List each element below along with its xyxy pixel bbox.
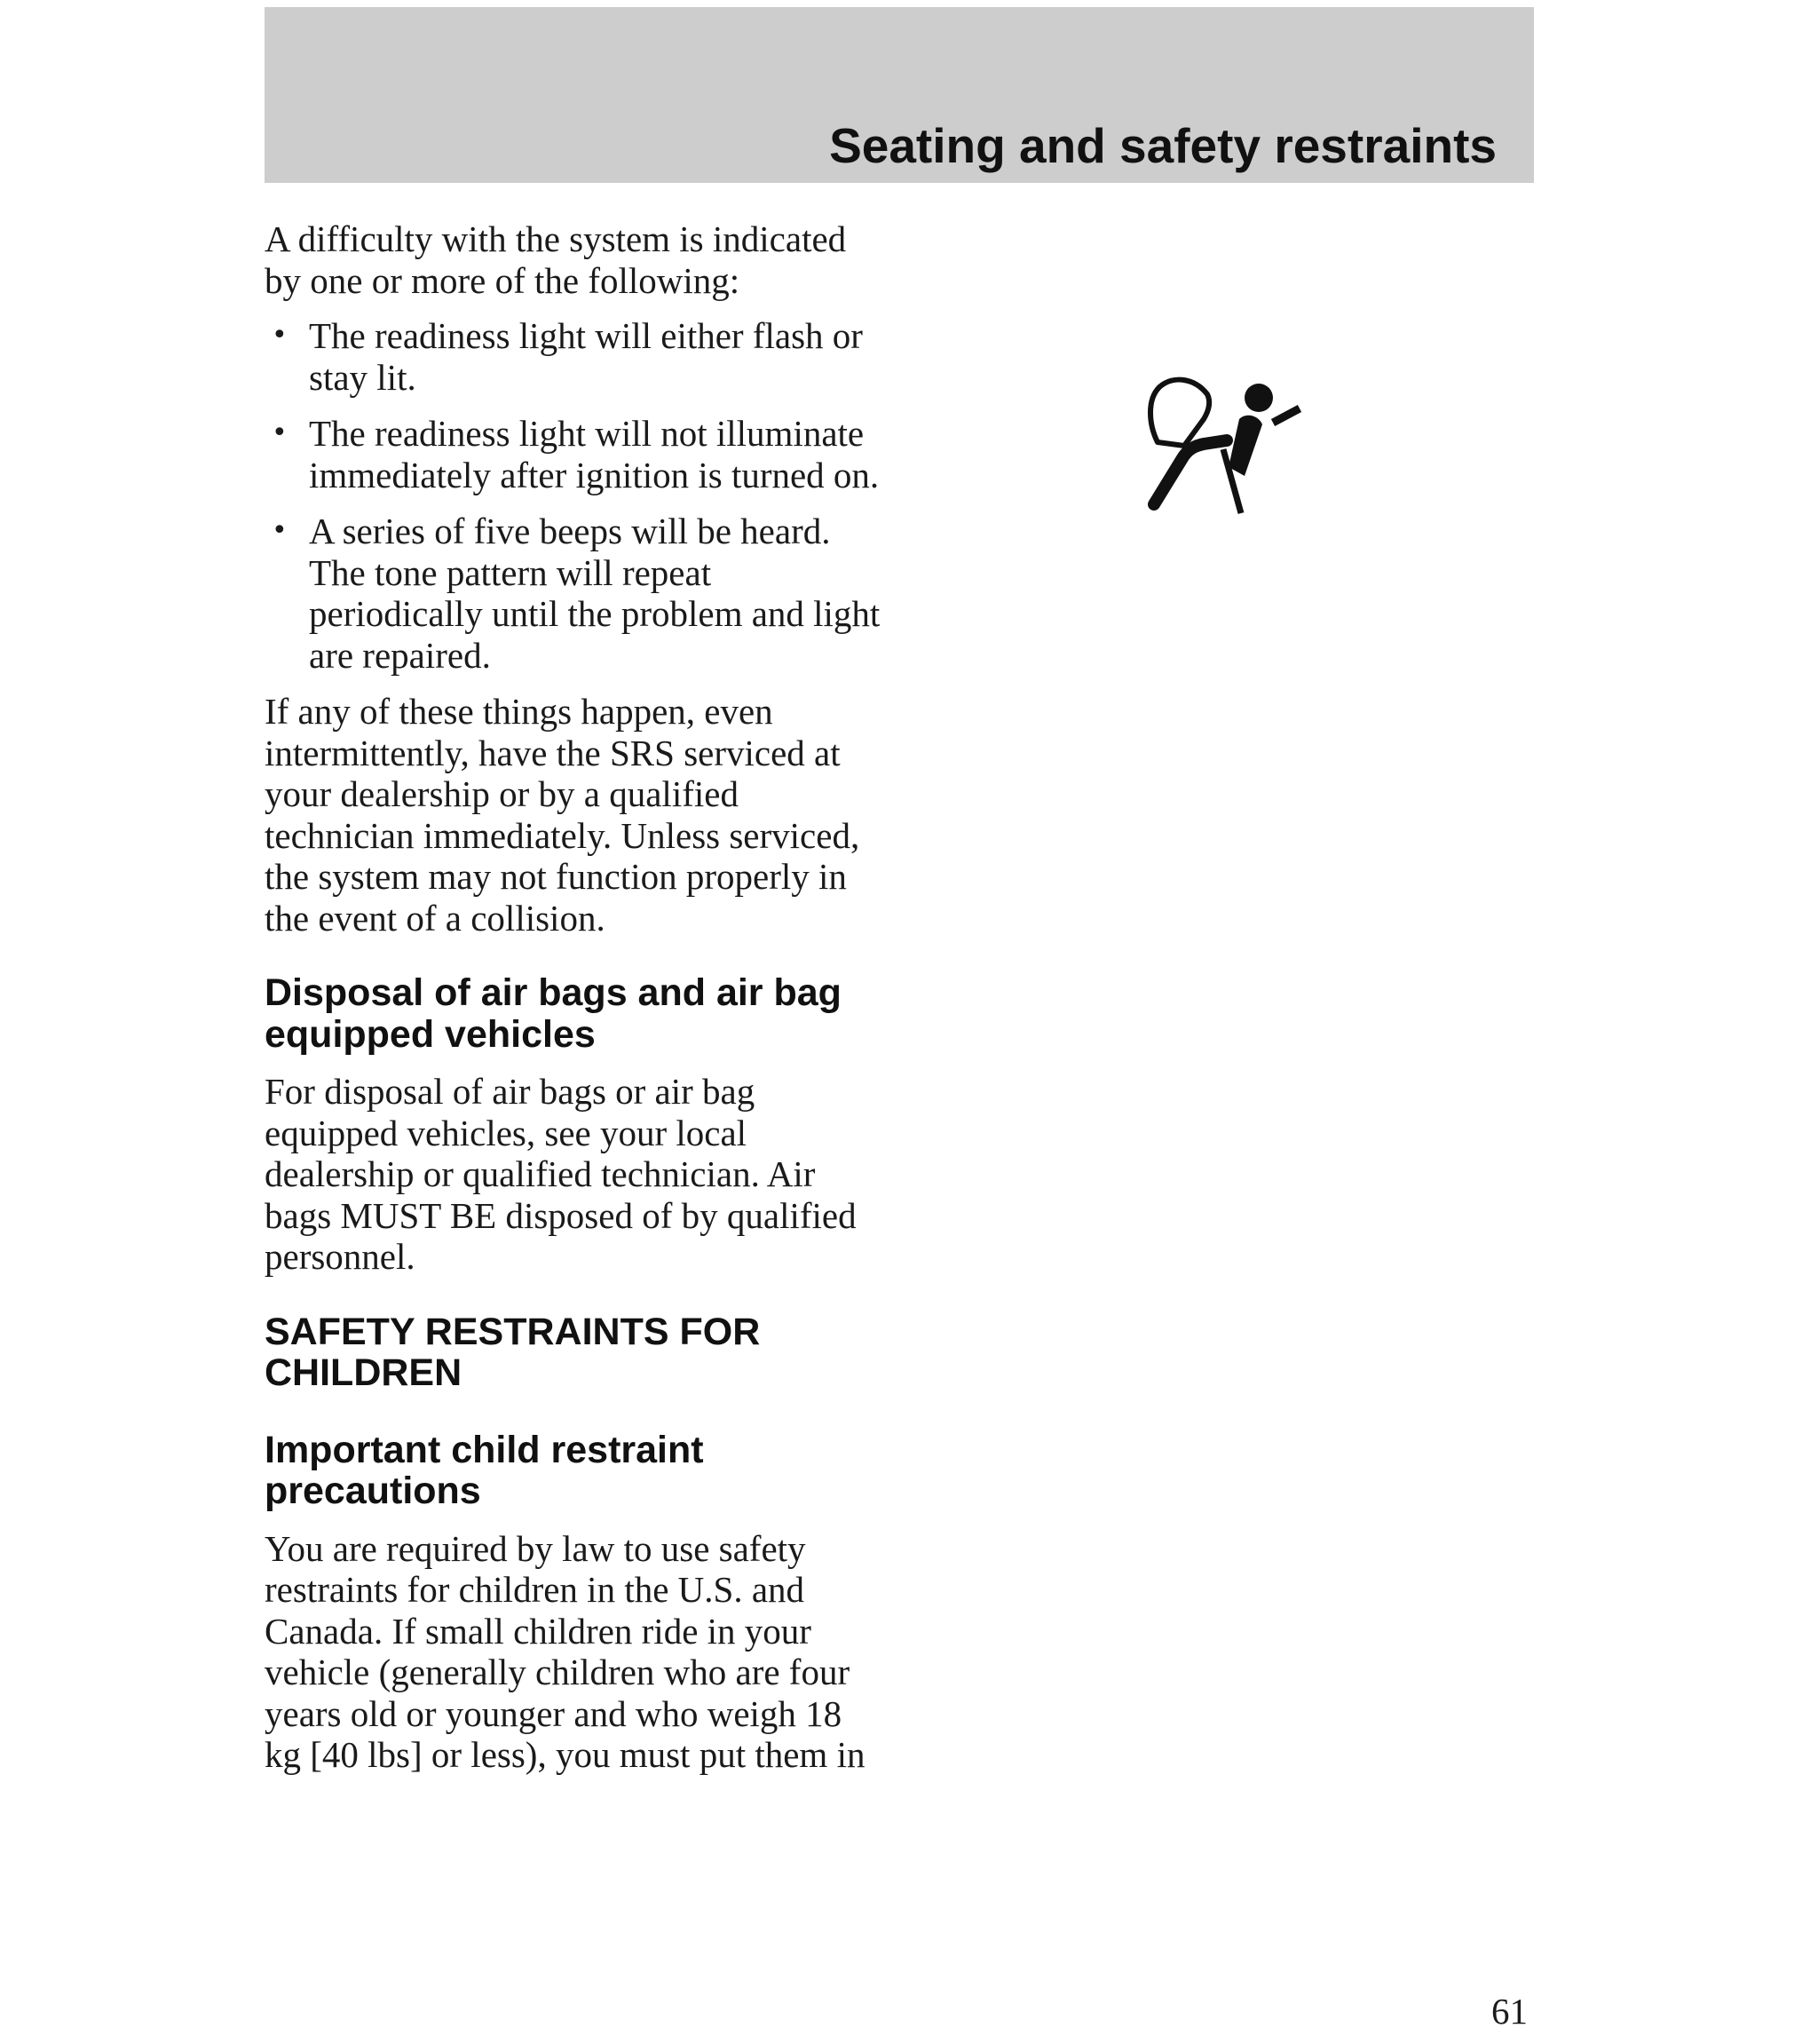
intro-paragraph: A difficulty with the system is indicated by one or more of the following: [265,218,847,301]
section-header-band [265,7,1534,183]
child-precautions-subheading: Important child restraint precautions [265,1428,704,1512]
bullet-icon: • [272,515,288,546]
srs-service-paragraph: If any of these things happen, even intermittently, have the SRS serviced at your dealership or by a qualified technician immediately. Unless serviced, the system may not function properly in the event of a collision. [265,691,860,939]
list-item-text: The readiness light will either flash or stay lit. [309,315,863,398]
occupant-arm [1154,440,1227,504]
seat-belt-strap [1273,408,1300,423]
symptom-list [265,315,886,676]
airbag-warning-icon [1145,373,1305,515]
list-item [265,315,886,398]
occupant-torso [1229,416,1262,476]
list-item-text: A series of five beeps will be heard. The tone pattern will repeat periodically until the problem and light are repaired. [309,511,881,676]
child-restraints-paragraph: You are required by law to use safety restraints for children in the U.S. and Canada. If small children ride in your vehicle (generally children who are four years old or younger and who weigh 18 kg [40 lbs] or less), you must put them in [265,1527,866,1775]
main-column [265,218,886,1776]
disposal-paragraph: For disposal of air bags or air bag equipped vehicles, see your local dealership or qualified technician. Air bags MUST BE disposed of by qualified personnel. [265,1071,857,1277]
list-item [265,511,886,676]
page-number: 61 [1491,1991,1528,2032]
occupant-head [1245,384,1273,412]
disposal-heading: Disposal of air bags and air bag equipped vehicles [265,971,842,1056]
section-title: Seating and safety restraints [829,118,1497,173]
airbag-shape [1150,380,1209,446]
bullet-icon: • [272,417,288,448]
list-item [265,413,886,495]
list-item-text: The readiness light will not illuminate immediately after ignition is turned on. [309,413,880,495]
child-restraints-heading: SAFETY RESTRAINTS FOR CHILDREN [265,1310,761,1394]
bullet-icon: • [272,320,288,351]
